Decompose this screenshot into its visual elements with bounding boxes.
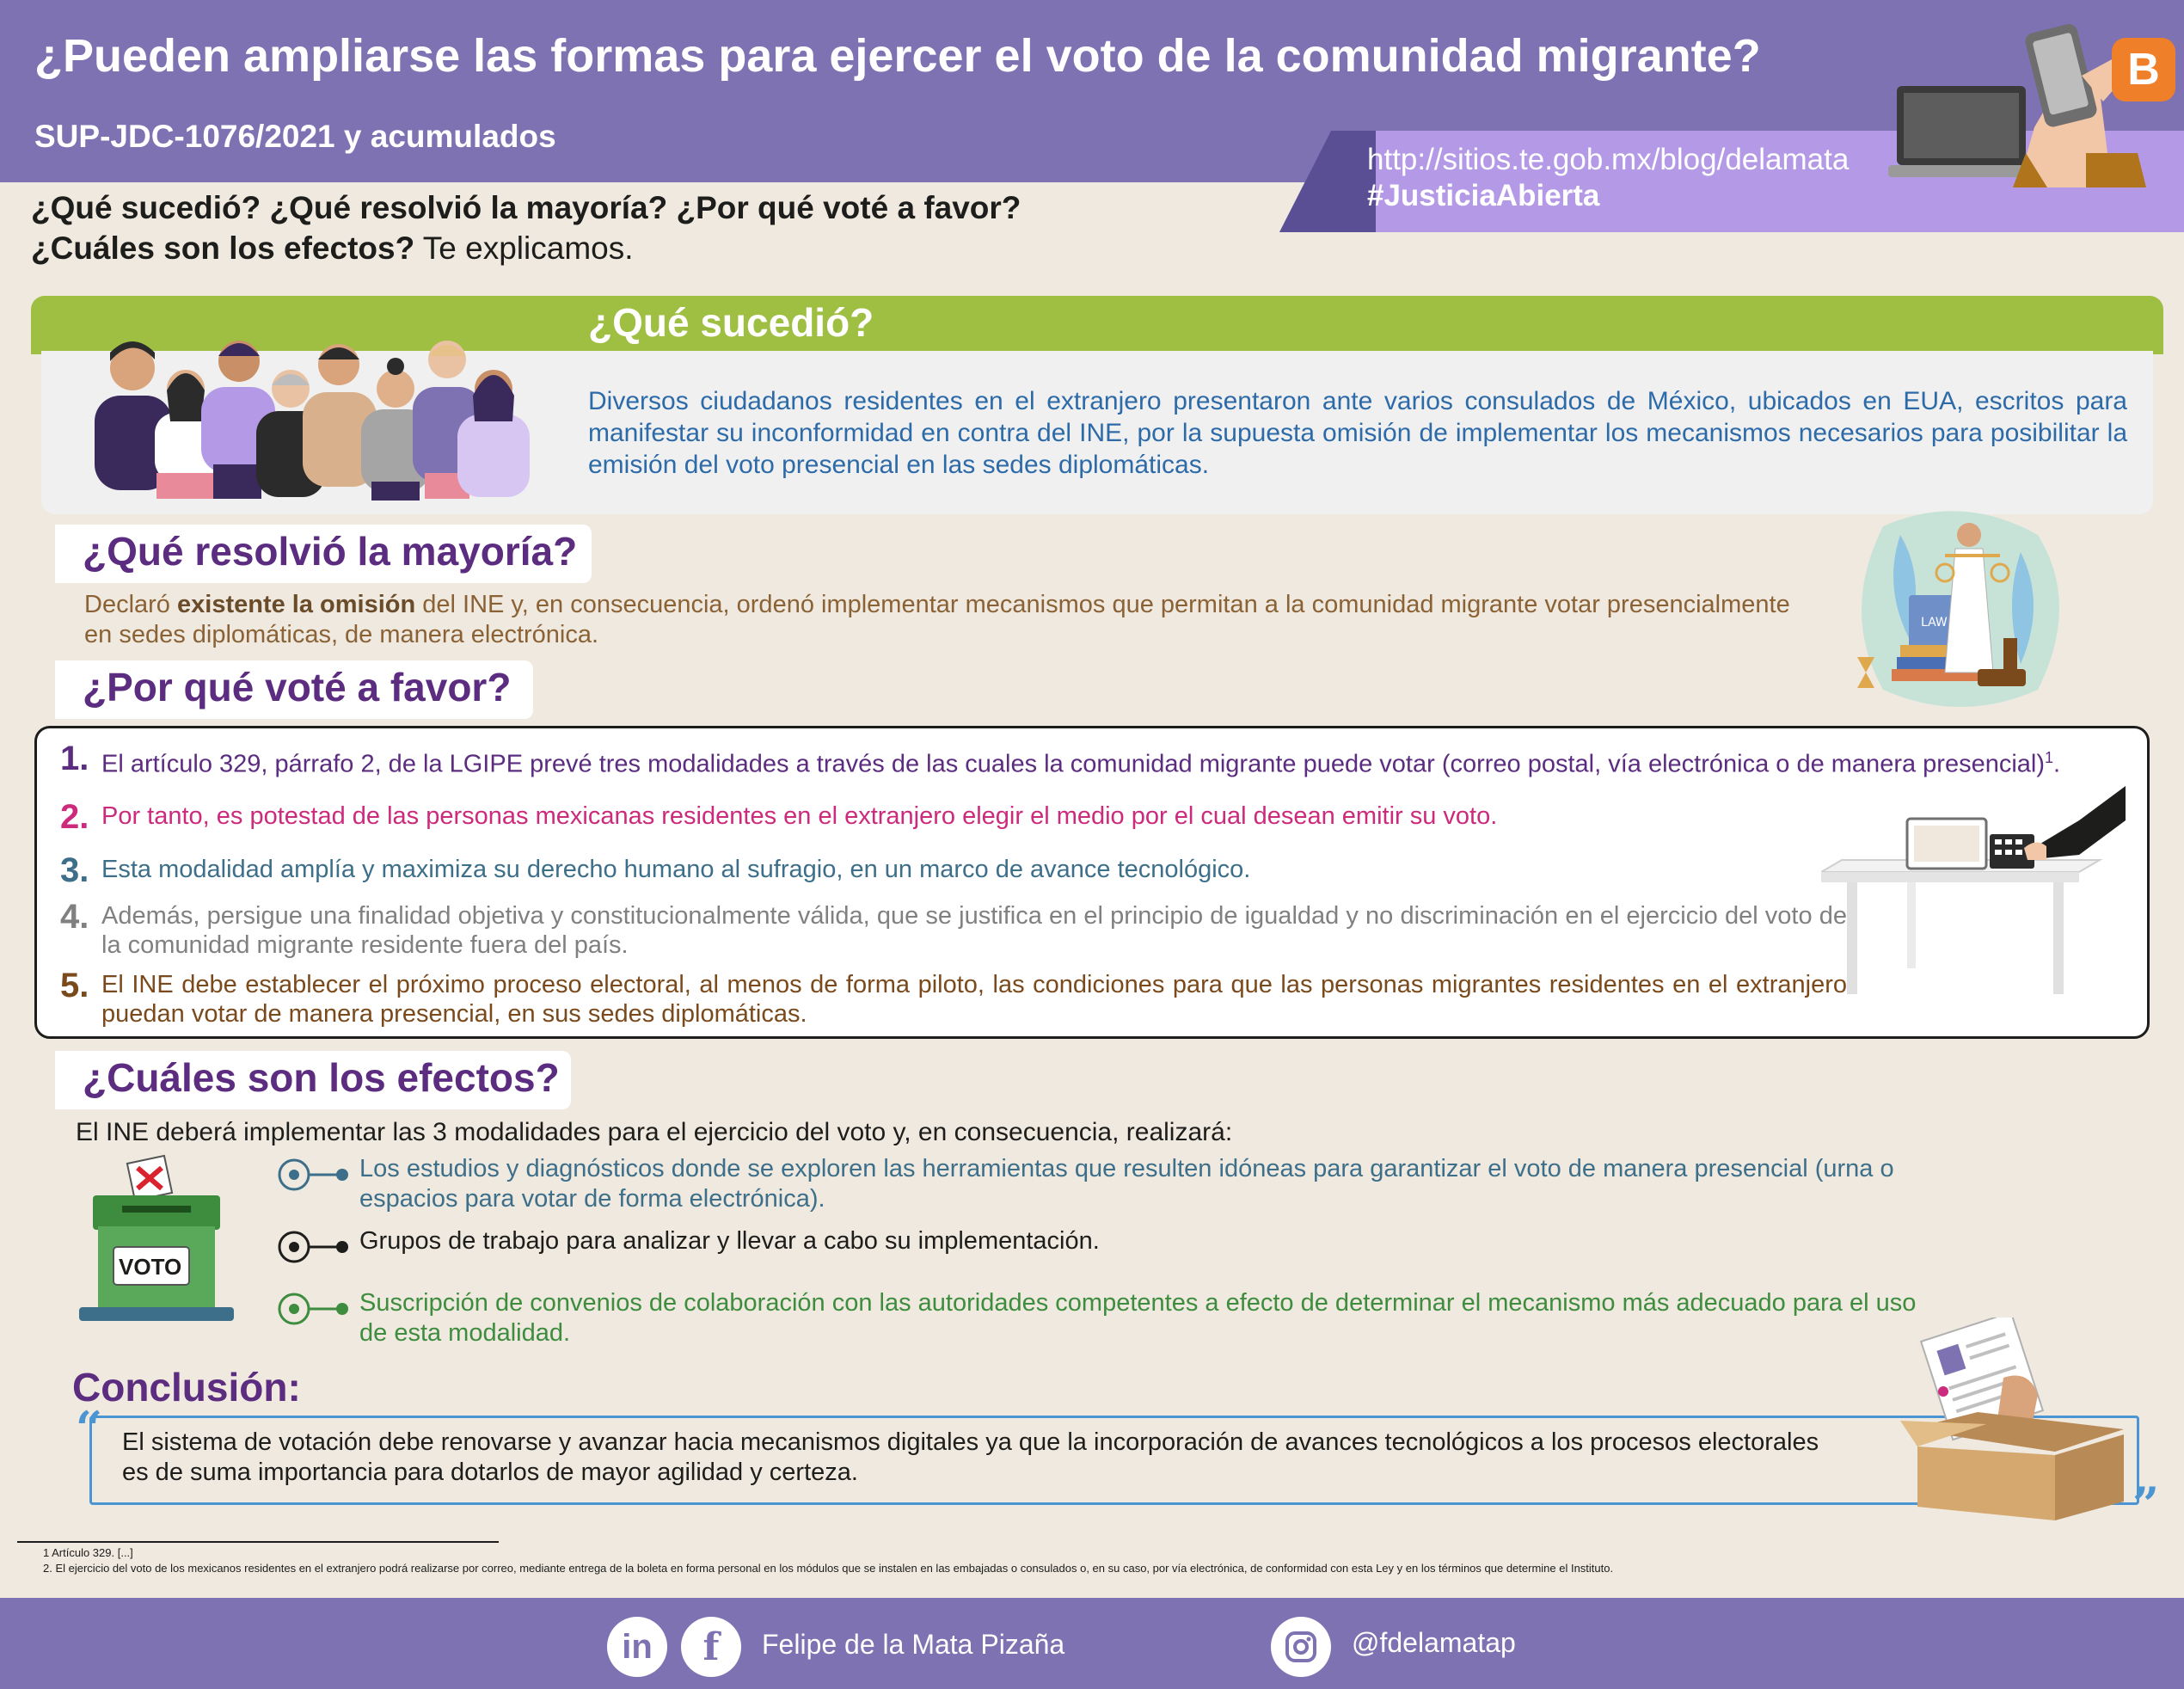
effect-item <box>277 1288 1942 1348</box>
instagram-glyph-icon <box>1284 1630 1318 1664</box>
efectos-title: ¿Cuáles son los efectos? <box>83 1055 560 1100</box>
mayoria-text-before: Declaró <box>84 591 177 618</box>
bullet-node-icon <box>277 1158 351 1192</box>
efectos-intro: El INE deberá implementar las 3 modalidades para el ejercicio del voto y, en consecuencia, realizará: <box>76 1118 1233 1146</box>
reason-number: 3. <box>60 851 89 889</box>
reason-text: Por tanto, es potestad de las personas mexicanas residentes en el extranjero elegir el medio por el cual desean emitir su voto. <box>101 802 1498 830</box>
mayoria-title: ¿Qué resolvió la mayoría? <box>83 529 578 574</box>
reason-text-end: . <box>2053 750 2061 778</box>
reason-item <box>60 851 1821 889</box>
footnote-divider <box>17 1541 499 1543</box>
reason-text: Además, persigue una finalidad objetiva y constitucionalmente válida, que se justifica en el principio de igualdad y no discriminación en el ejercicio del voto de la comunidad migrante residente fuera del país. <box>101 902 1847 959</box>
conclusion-text: El sistema de votación debe renovarse y avanzar hacia mecanismos digitales ya que la incorporación de avances tecnológicos a los procesos electorales es de suma importancia para dotarlos de mayor agilidad y certeza. <box>122 1428 1819 1486</box>
reason-number: 1. <box>60 740 89 777</box>
sucedio-text: Diversos ciudadanos residentes en el extranjero presentaron ante varios consulados de México, ubicados en EUA, escritos para manifestar su inconformidad en contra del INE, por la supuesta omisión de implementar los mecanismos necesarios para posibilitar la emisión del voto presencial en las sedes diplomáticas. <box>588 387 2127 479</box>
reason-item <box>60 798 1821 836</box>
ballot-label: VOTO <box>119 1254 182 1280</box>
justice-illustration <box>1849 501 2072 717</box>
favor-title: ¿Por qué voté a favor? <box>83 665 512 709</box>
voting-machine-illustration <box>1821 786 2126 1001</box>
reason-text: El INE debe establecer el próximo proceso electoral, al menos de forma piloto, las condiciones para que las personas migrantes residentes en el extranjero puedan votar de manera presencial, en sus sedes diplomáticas. <box>101 971 1847 1028</box>
blog-url-link[interactable]: http://sitios.te.gob.mx/blog/delamata <box>1367 143 1850 176</box>
people-group-illustration <box>88 318 543 506</box>
quote-close-icon: ” <box>2132 1477 2160 1532</box>
ballot-box-illustration <box>79 1152 237 1323</box>
mayoria-text-after: del INE y, en consecuencia, ordenó implementar mecanismos que permitan a la comunidad migrante votar presencialmente en sedes diplomáticas, de manera electrónica. <box>84 591 1790 648</box>
reason-text: Esta modalidad amplía y maximiza su derecho humano al sufragio, en un marco de avance tecnológico. <box>101 856 1251 883</box>
footnote-2: 2. El ejercicio del voto de los mexicanos residentes en el extranjero podrá realizarse por correo, mediante entrega de la boleta en forma personal en los módulos que se instalen en las embajadas o consulados o, en su caso, por vía electrónica, de conformidad con esta Ley y en los términos que determine el Instituto. <box>43 1562 1614 1575</box>
laptop-phone-illustration <box>1888 24 2146 187</box>
bullet-node-icon <box>277 1230 351 1264</box>
mayoria-text-bold: existente la omisión <box>177 591 416 618</box>
mayoria-text <box>84 590 1795 650</box>
intro-questions <box>31 187 1021 268</box>
intro-questions-line1: ¿Qué sucedió? ¿Qué resolvió la mayoría? ¿Por qué voté a favor? <box>31 190 1021 225</box>
hashtag: #JusticiaAbierta <box>1367 179 1600 212</box>
effect-item <box>277 1154 1942 1214</box>
page-title: ¿Pueden ampliarse las formas para ejercer el voto de la comunidad migrante? <box>34 30 1761 82</box>
reason-number: 5. <box>60 967 89 1004</box>
box-document-illustration <box>1900 1317 2132 1520</box>
reason-text-body: El artículo 329, párrafo 2, de la LGIPE prevé tres modalidades a través de las cuales la comunidad migrante puede votar (correo postal, vía electrónica o de manera presencial) <box>101 750 2046 778</box>
reason-number: 2. <box>60 798 89 836</box>
instagram-icon[interactable] <box>1271 1617 1331 1677</box>
quote-open-icon: “ <box>76 1401 103 1456</box>
footnote-ref: 1 <box>2045 749 2054 766</box>
reason-item <box>60 967 1847 1029</box>
sucedio-title: ¿Qué sucedió? <box>588 300 874 345</box>
reason-number: 4. <box>60 898 89 936</box>
svg-text:LAW: LAW <box>1921 616 1948 630</box>
case-id: SUP-JDC-1076/2021 y acumulados <box>34 119 556 154</box>
facebook-icon[interactable]: f <box>681 1617 741 1677</box>
effect-text: Grupos de trabajo para analizar y llevar a cabo su implementación. <box>359 1227 1100 1255</box>
footer-bar <box>0 1598 2184 1689</box>
bullet-node-icon <box>277 1292 351 1326</box>
footnote-1: 1 Artículo 329. [...] <box>43 1546 133 1559</box>
effect-text: Los estudios y diagnósticos donde se exploren las herramientas que resulten idóneas para garantizar el voto de manera presencial (urna o espacios para votar de forma electrónica). <box>359 1155 1894 1213</box>
conclusion-title: Conclusión: <box>72 1365 301 1410</box>
blogger-icon[interactable]: B <box>2112 38 2175 101</box>
reason-item <box>60 898 1847 960</box>
intro-questions-line2-bold: ¿Cuáles son los efectos? <box>31 230 415 266</box>
linkedin-icon[interactable]: in <box>607 1617 667 1677</box>
effect-text: Suscripción de convenios de colaboración con las autoridades competentes a efecto de determinar el mecanismo más adecuado para el uso de esta modalidad. <box>359 1289 1917 1347</box>
intro-questions-line2-rest: Te explicamos. <box>414 230 634 266</box>
footer-author-name: Felipe de la Mata Pizaña <box>762 1629 1065 1660</box>
effect-item <box>277 1226 1942 1264</box>
footer-instagram-handle: @fdelamatap <box>1352 1627 1516 1658</box>
reason-text <box>101 740 2165 779</box>
reason-item <box>60 740 2165 779</box>
